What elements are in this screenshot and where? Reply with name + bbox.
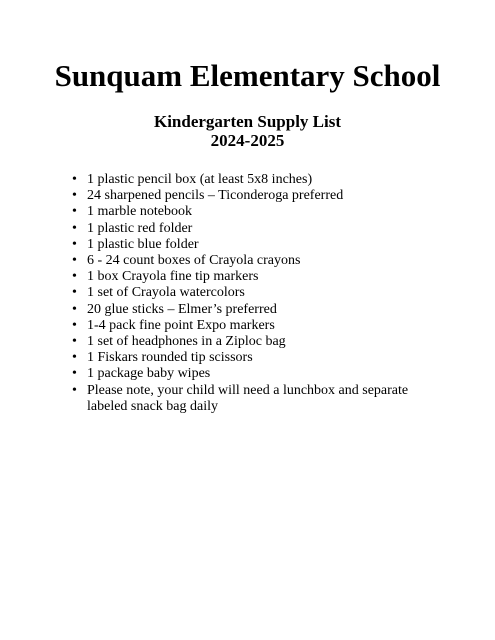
list-item <box>72 334 432 350</box>
list-item <box>72 269 432 285</box>
list-item <box>72 366 432 382</box>
supply-item-text: 1 marble notebook <box>87 204 192 220</box>
supply-item-text: 1 Fiskars rounded tip scissors <box>87 350 253 366</box>
supply-item-text: 1-4 pack fine point Expo markers <box>87 317 275 333</box>
supply-list <box>72 172 432 415</box>
bullet-icon: • <box>72 334 77 350</box>
bullet-icon: • <box>72 188 77 204</box>
list-item <box>72 318 432 334</box>
supply-item-text: 1 box Crayola fine tip markers <box>87 269 259 285</box>
bullet-icon: • <box>72 317 77 333</box>
list-item <box>72 383 432 415</box>
bullet-icon: • <box>72 236 77 252</box>
school-year: 2024-2025 <box>210 131 285 150</box>
supply-item-text: 1 plastic pencil box (at least 5x8 inches) <box>87 172 313 187</box>
bullet-icon: • <box>72 366 77 382</box>
bullet-icon: • <box>72 204 77 220</box>
list-title: Kindergarten Supply List <box>153 112 342 131</box>
list-item <box>72 302 432 318</box>
list-item <box>72 221 432 237</box>
supply-item-text: 20 glue sticks – Elmer’s preferred <box>87 301 277 317</box>
list-item <box>72 350 432 366</box>
bullet-icon: • <box>72 382 77 398</box>
bullet-icon: • <box>72 172 77 187</box>
supply-item-text: Please note, your child will need a lunchbox and separate labeled snack bag daily <box>87 382 409 414</box>
bullet-icon: • <box>72 301 77 317</box>
list-item <box>72 253 432 269</box>
bullet-icon: • <box>72 220 77 236</box>
supply-item-text: 1 package baby wipes <box>87 366 211 382</box>
bullet-icon: • <box>72 285 77 301</box>
supply-item-text: 1 plastic blue folder <box>87 236 199 252</box>
list-item <box>72 237 432 253</box>
bullet-icon: • <box>72 350 77 366</box>
bullet-icon: • <box>72 253 77 269</box>
supply-item-text: 24 sharpened pencils – Ticonderoga preferred <box>87 188 344 204</box>
list-item <box>72 172 432 188</box>
list-item <box>72 285 432 301</box>
list-item <box>72 188 432 204</box>
bullet-icon: • <box>72 269 77 285</box>
list-item <box>72 204 432 220</box>
supply-item-text: 1 set of headphones in a Ziploc bag <box>87 334 286 350</box>
supply-item-text: 1 plastic red folder <box>87 220 193 236</box>
supply-item-text: 6 - 24 count boxes of Crayola crayons <box>87 253 301 269</box>
supply-item-text: 1 set of Crayola watercolors <box>87 285 245 301</box>
school-title: Sunquam Elementary School <box>54 58 441 93</box>
list-heading <box>0 112 495 150</box>
